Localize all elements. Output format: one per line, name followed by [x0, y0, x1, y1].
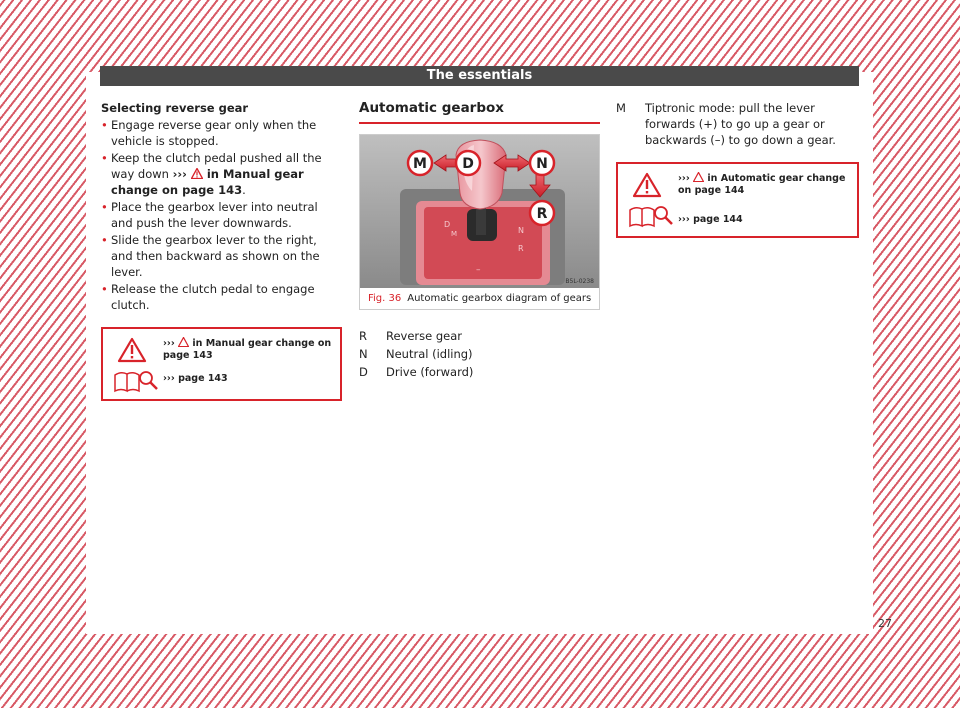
warning-triangle-icon: [191, 168, 203, 179]
page-number: 27: [878, 617, 892, 630]
gear-legend: [359, 328, 600, 380]
warning-triangle-icon: [178, 337, 189, 347]
figure-code: B5L-0238: [565, 278, 594, 285]
cross-reference-link[interactable]: ››› in Manual gear change on page 143: [111, 167, 304, 197]
gate-label-d: D: [444, 220, 451, 229]
left-column: [101, 100, 341, 401]
bullet-item: • Engage reverse gear only when the vehicle is stopped.: [101, 118, 317, 148]
legend-item: R Reverse gear: [359, 329, 463, 343]
warning-triangle-icon: [693, 172, 704, 182]
gate-label-n: N: [518, 226, 524, 235]
book-magnifier-icon: [113, 369, 159, 393]
right-column: [616, 100, 859, 238]
gate-label-m: M: [451, 230, 458, 238]
bullet-item: • Keep the clutch pedal pushed all the way down ››› in Manual gear change on page 143.: [101, 151, 322, 197]
bullet-item: • Release the clutch pedal to engage clutch.: [101, 282, 315, 312]
page-reference-link[interactable]: ››› page 143: [163, 373, 228, 384]
page-header: The essentials: [100, 66, 859, 86]
reference-box: [101, 327, 342, 401]
legend-item: N Neutral (idling): [359, 347, 473, 361]
warning-triangle-icon: [632, 172, 662, 198]
middle-column: [359, 100, 600, 382]
warning-reference-link[interactable]: ››› in Automatic gear change on page 144: [678, 173, 846, 196]
page-reference-link[interactable]: ››› page 144: [678, 214, 743, 225]
callout-m: M: [413, 156, 427, 172]
gate-label-minus: –: [476, 265, 481, 275]
bullet-item: • Slide the gearbox lever to the right, and then backward as shown on the lever.: [101, 233, 320, 279]
callout-d: D: [462, 156, 474, 172]
bullet-item: • Place the gearbox lever into neutral and push the lever downwards.: [101, 200, 318, 230]
section-heading: Automatic gearbox: [359, 100, 600, 124]
legend-item: D Drive (forward): [359, 365, 474, 379]
book-magnifier-icon: [628, 204, 674, 228]
section-subheading: Selecting reverse gear: [101, 101, 249, 115]
figure: [359, 134, 600, 310]
reference-box: [616, 162, 859, 238]
warning-reference-link[interactable]: ››› in Manual gear change on page 143: [163, 338, 332, 361]
gearbox-illustration: [360, 135, 599, 288]
gearbox-drawing: [360, 135, 599, 288]
gate-label-r: R: [518, 244, 524, 253]
warning-triangle-icon: [117, 337, 147, 363]
callout-r: R: [536, 206, 548, 222]
legend-item: M Tiptronic mode: pull the lever forwards (+) to go up a gear or backwards (–) to go down a gear.: [616, 101, 836, 147]
callout-n: N: [536, 156, 548, 172]
figure-caption: Fig. 36 Automatic gearbox diagram of gears: [368, 293, 592, 304]
